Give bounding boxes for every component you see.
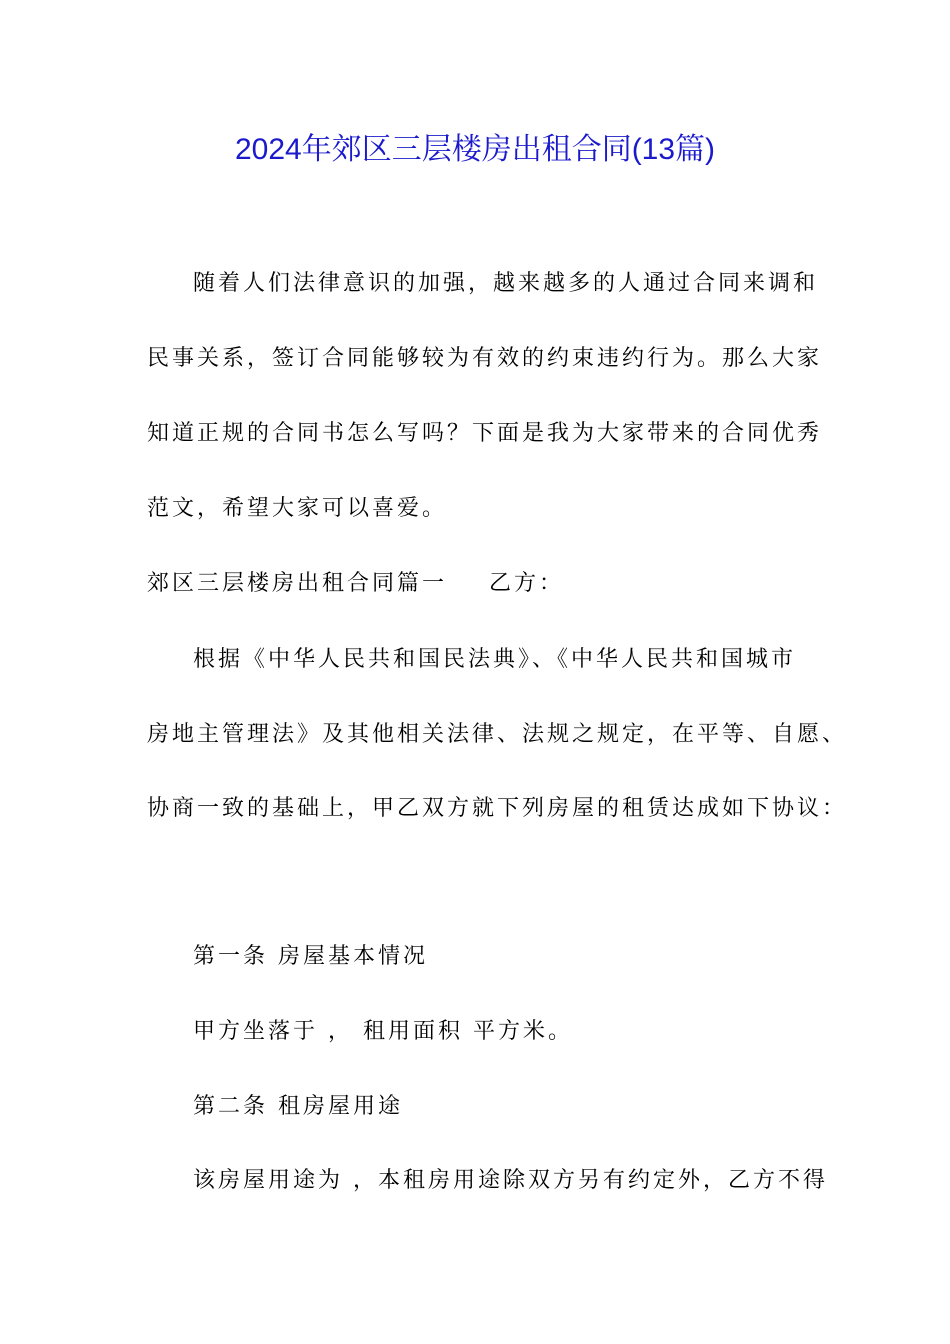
section-heading bbox=[147, 569, 564, 599]
basis-line-1: 根据《中华人民共和国民法典》、《中华人民共和国城市 bbox=[193, 647, 797, 672]
basis-line-2: 房地主管理法》及其他相关法律、法规之规定，在平等、自愿、 bbox=[147, 722, 848, 747]
article-2-heading: 第二条 租房屋用途 bbox=[193, 1094, 403, 1119]
article-1-heading: 第一条 房屋基本情况 bbox=[193, 944, 428, 969]
article-1-text: 甲方坐落于 ， 租用面积 平方米。 bbox=[193, 1019, 573, 1044]
basis-line-3: 协商一致的基础上，甲乙双方就下列房屋的租赁达成如下协议： bbox=[147, 796, 848, 821]
section-heading-name: 郊区三层楼房出租合同篇一 bbox=[147, 571, 448, 596]
article-2-text: 该房屋用途为 ，本租房用途除双方另有约定外，乙方不得 bbox=[193, 1168, 828, 1193]
intro-line-4: 范文，希望大家可以喜爱。 bbox=[147, 496, 448, 521]
intro-line-1: 随着人们法律意识的加强，越来越多的人通过合同来调和 bbox=[193, 271, 819, 296]
intro-line-3: 知道正规的合同书怎么写吗？下面是我为大家带来的合同优秀 bbox=[147, 421, 823, 446]
intro-line-2: 民事关系，签订合同能够较为有效的约束违约行为。那么大家 bbox=[147, 346, 823, 371]
document-title: 2024年郊区三层楼房出租合同(13篇) bbox=[234, 133, 716, 166]
section-heading-party: 乙方： bbox=[489, 571, 565, 596]
